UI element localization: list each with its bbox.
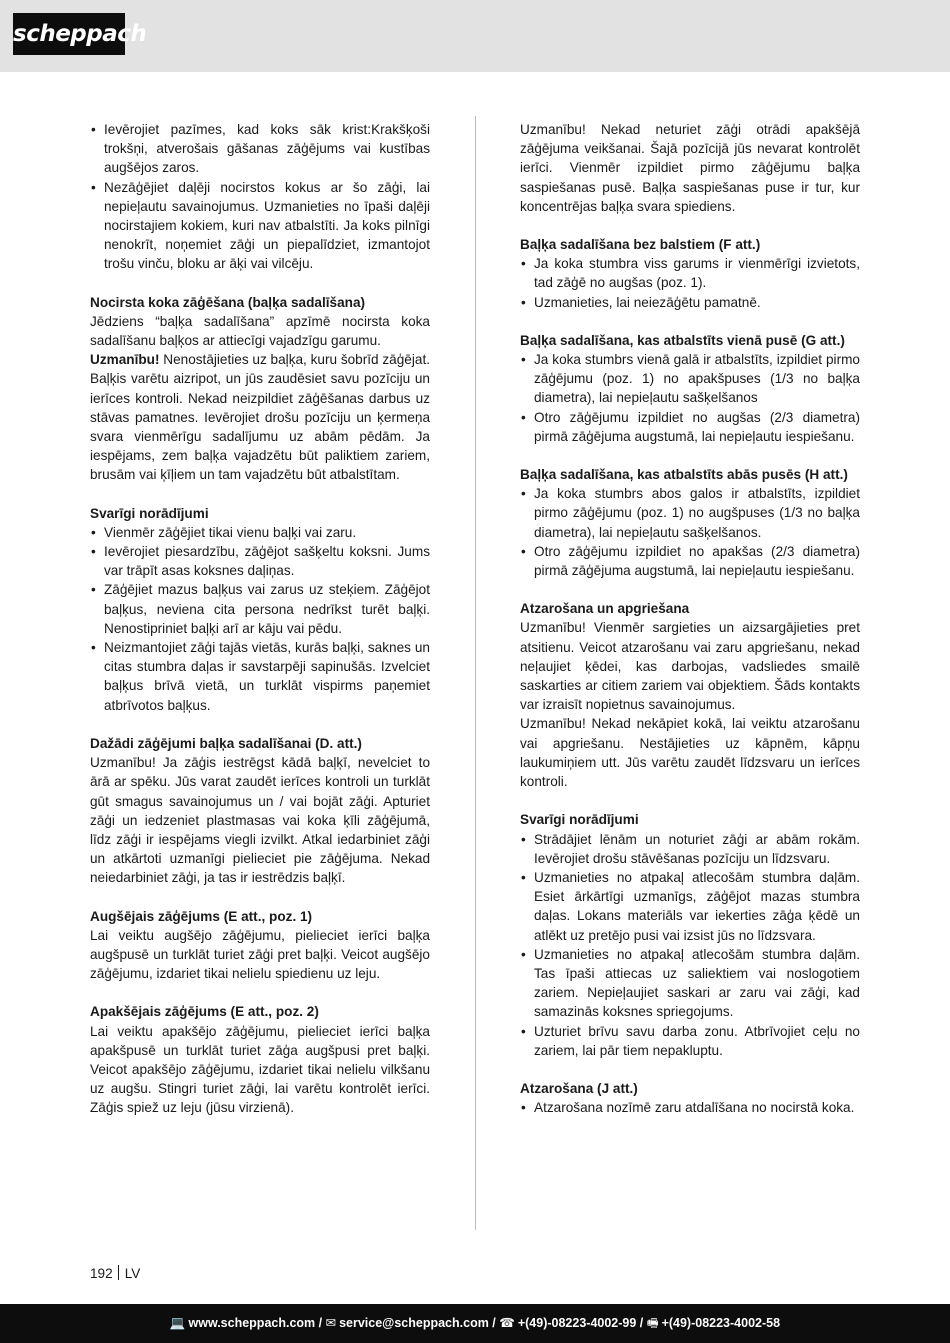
- email-link[interactable]: service@scheppach.com: [339, 1316, 489, 1330]
- bullet-list: [520, 484, 860, 580]
- section-heading-h: Baļķa sadalīšana, kas atbalstīts abās pusēs (H att.): [520, 467, 848, 483]
- list-item: • Otro zāģējumu izpildiet no augšas (2/3 diametra) pirmā zāģējuma augstumā, lai nepieļautu iespiešanu.: [520, 408, 860, 446]
- left-column: [90, 120, 430, 1118]
- paragraph: Uzmanību! Nenostājieties uz baļķa, kuru šobrīd zāģējat. Baļķis varētu aizripot, un jūs zaudēsiet savu pozīciju un ierīces kontroli. Nekad neizpildiet zāģēšanas darbus uz stāvas pamatnes. Ievērojiet drošu pozīciju un ķermeņa svara vienmērīgu sadalījumu uz abām pēdām. Ja iespējams, zem baļķa vajadzētu būt paliktiem zariem, brusām vai ķīļiem un tam vajadzētu būt atbalstītam.: [90, 352, 430, 483]
- computer-icon: 💻: [169, 1316, 186, 1330]
- section-heading-bucking: Nocirsta koka zāģēšana (baļķa sadalīšana): [90, 294, 366, 310]
- section-heading-cuts: Dažādi zāģējumi baļķa sadalīšanai (D. att.): [90, 735, 362, 751]
- bullet-list: [520, 830, 860, 1060]
- list-item: • Uzmanieties, lai neiezāģētu pamatnē.: [520, 293, 860, 312]
- warning-label: Uzmanību!: [90, 352, 160, 368]
- list-item: • Strādājiet lēnām un noturiet zāģi ar abām rokām. Ievērojiet drošu stāvēšanas pozīciju un līdzsvaru.: [520, 830, 860, 868]
- list-item: • Nezāģējiet daļēji nocirstos kokus ar šo zāģi, lai nepieļautu savainojumus. Uzmanieties no īpaši daļēji nocirstajiem kokiem, kuri nav atbalstīti. Ja koks pilnīgi nenokrīt, noņemiet zāģi un piepalīdziet, izmantojot trošu vinču, bloku ar āķi vai vilcēju.: [90, 178, 430, 274]
- section-heading-important: Svarīgi norādījumi: [90, 505, 209, 521]
- language-code: LV: [124, 1266, 141, 1281]
- mail-icon: ✉: [325, 1316, 337, 1330]
- list-item: • Zāģējiet mazus baļķus vai zarus uz steķiem. Zāģējot baļķus, neviena cita persona nedrīkst turēt baļķi. Nenostipriniet baļķi arī ar kāju vai pēdu.: [90, 580, 430, 638]
- contact-bar: 💻 www.scheppach.com / ✉ service@scheppach.com / ☎ +(49)-08223-4002-99 / 🖷 +(49)-08223-4002-58: [0, 1304, 950, 1343]
- list-item: • Neizmantojiet zāģi tajās vietās, kurās baļķi, saknes un citas stumbra daļas ir savstarpēji sapinušās. Izvelciet baļķus brīvā vietā, un turklāt vispirms paņemiet atbrīvotos baļķus.: [90, 638, 430, 715]
- list-item: • Ja koka stumbra viss garums ir vienmērīgi izvietots, tad zāģē no augšas (poz. 1).: [520, 254, 860, 292]
- list-item: • Ievērojiet pazīmes, kad koks sāk krist:Krakšķoši trokšņi, atverošais gāšanas zāģējums vai kustības augšējos zaros.: [90, 120, 430, 178]
- list-item: • Ja koka stumbrs abos galos ir atbalstīts, izpildiet pirmo zāģējumu (poz. 1) no augšpuses (1/3 no baļķa diametra), lai nepieļautu sašķelšanos.: [520, 484, 860, 542]
- right-column: [520, 120, 860, 1117]
- separator: [118, 1265, 119, 1280]
- scheppach-logo: scheppach: [13, 13, 125, 55]
- section-heading-important: Svarīgi norādījumi: [520, 812, 639, 828]
- paragraph: Uzmanību! Nekad nekāpiet kokā, lai veiktu atzarošanu vai apgriešanu. Nestājieties uz kāpnēm, kāpņu laukumiņiem utt. Jūs varētu zaudēt līdzsvaru un ierīces kontroli.: [520, 716, 860, 790]
- paragraph: Uzmanību! Nekad neturiet zāģi otrādi apakšējā zāģējuma veikšanai. Šajā pozīcijā jūs nevarat kontrolēt ierīci. Vienmēr izpildiet pirmo zāģējumu baļķa saspiešanas pusē. Baļķa saspiešanas puse ir tur, kur koncentrējas baļķa svara spiediens.: [520, 122, 860, 214]
- phone-icon: ☎: [499, 1316, 515, 1330]
- list-item: • Uzmanieties no atpakaļ atlecošām stumbra daļām. Esiet ārkārtīgi uzmanīgs, zāģējot mazas stumbra daļas. Lokans materiāls var iekerties zāģa ķēdē un atlēkt uz pretējo pusi vai izsist jūs no līdzsvara.: [520, 868, 860, 945]
- list-item: • Otro zāģējumu izpildiet no apakšas (2/3 diametra) pirmā zāģējuma augstumā, lai nepieļautu iespiešanu.: [520, 542, 860, 580]
- list-item: • Ja koka stumbrs vienā galā ir atbalstīts, izpildiet pirmo zāģējumu (poz. 1) no apakšpuses (1/3 no baļķa diametra), lai nepieļautu sašķelšanos: [520, 350, 860, 408]
- fax-number: +(49)-08223-4002-58: [661, 1316, 781, 1330]
- paragraph: Uzmanību! Ja zāģis iestrēgst kādā baļķī, nevelciet to ārā ar spēku. Jūs varat zaudēt ierīces kontroli un turklāt gūt smagus savainojumus un / vai bojāt zāģi. Apturiet zāģi un iedzeniet plastmasas vai koka ķīli zāģējumā, līdz zāģi ir iespējams viegli izvilkt. Atkal iedarbiniet zāģi un atkārtoti uzmanīgi pielieciet pie zāģējuma. Nekad neiedarbiniet zāģi, ja tas ir iestrēdzis baļķī.: [90, 755, 430, 886]
- section-heading-j: Atzarošana (J att.): [520, 1080, 638, 1096]
- page-footer-label: [90, 1265, 140, 1281]
- section-heading-upper-cut: Augšējais zāģējums (E att., poz. 1): [90, 908, 313, 924]
- important-bullet-list: [90, 523, 430, 715]
- page-header: [0, 0, 950, 72]
- paragraph: Uzmanību! Vienmēr sargieties un aizsargājieties pret atsitienu. Veicot atzarošanu vai zaru apgriešanu, nekad neļaujiet ķēdei, kas darbojas, vadsliedes smailē saskarties ar citiem zariem vai objektiem. Šāds kontakts var izraisīt nopietnus savainojumus.: [520, 620, 860, 713]
- paragraph: Jēdziens “baļķa sadalīšana” apzīmē nocirsta koka sadalīšanu baļķos ar attiecīgi vajadzīgu garumu.: [90, 313, 430, 349]
- section-heading-g: Baļķa sadalīšana, kas atbalstīts vienā pusē (G att.): [520, 332, 845, 348]
- fax-icon: 🖷: [646, 1316, 659, 1330]
- intro-bullet-list: [90, 120, 430, 274]
- website-link[interactable]: www.scheppach.com: [188, 1316, 316, 1330]
- paragraph: Lai veiktu augšējo zāģējumu, pielieciet ierīci baļķa augšpusē un turklāt turiet zāģi pret baļķi. Veicot augšējo zāģējumu, izdariet tikai nelielu spiedienu uz leju.: [90, 927, 430, 982]
- list-item: • Ievērojiet piesardzību, zāģējot sašķeltu koksni. Jums var trāpīt asas koksnes daļiņas.: [90, 542, 430, 580]
- list-item: • Uzmanieties no atpakaļ atlecošām stumbra daļām. Tas īpaši attiecas uz saliektiem vai noslogotiem zariem. Nepieļaujiet saskari ar zaru vai zāģi, kad samazinās koksnes spriegojums.: [520, 945, 860, 1022]
- list-item: • Atzarošana nozīmē zaru atdalīšana no nocirstā koka.: [520, 1098, 860, 1117]
- list-item: • Vienmēr zāģējiet tikai vienu baļķi vai zaru.: [90, 523, 430, 542]
- paragraph: Lai veiktu apakšējo zāģējumu, pielieciet ierīci baļķa apakšpusē un turklāt turiet zāģa augšpusi pret baļķi. Veicot apakšējo zāģējumu, izdariet tikai nelielu vilkšanu uz augšu. Stingri turiet zāģi, lai varētu kontrolēt ierīci. Zāģis spiež uz leju (jūsu virzienā).: [90, 1023, 430, 1116]
- phone-number: +(49)-08223-4002-99: [517, 1316, 637, 1330]
- page-number: 192: [90, 1266, 113, 1281]
- bullet-list: [520, 1098, 860, 1117]
- bullet-list: [520, 254, 860, 312]
- list-item: • Uzturiet brīvu savu darba zonu. Atbrīvojiet ceļu no zariem, lai pār tiem nepakluptu.: [520, 1022, 860, 1060]
- bullet-list: [520, 350, 860, 446]
- section-heading-f: Baļķa sadalīšana bez balstiem (F att.): [520, 237, 761, 253]
- column-divider: [475, 116, 476, 1230]
- section-heading-pruning: Atzarošana un apgriešana: [520, 601, 690, 617]
- section-heading-lower-cut: Apakšējais zāģējums (E att., poz. 2): [90, 1004, 319, 1020]
